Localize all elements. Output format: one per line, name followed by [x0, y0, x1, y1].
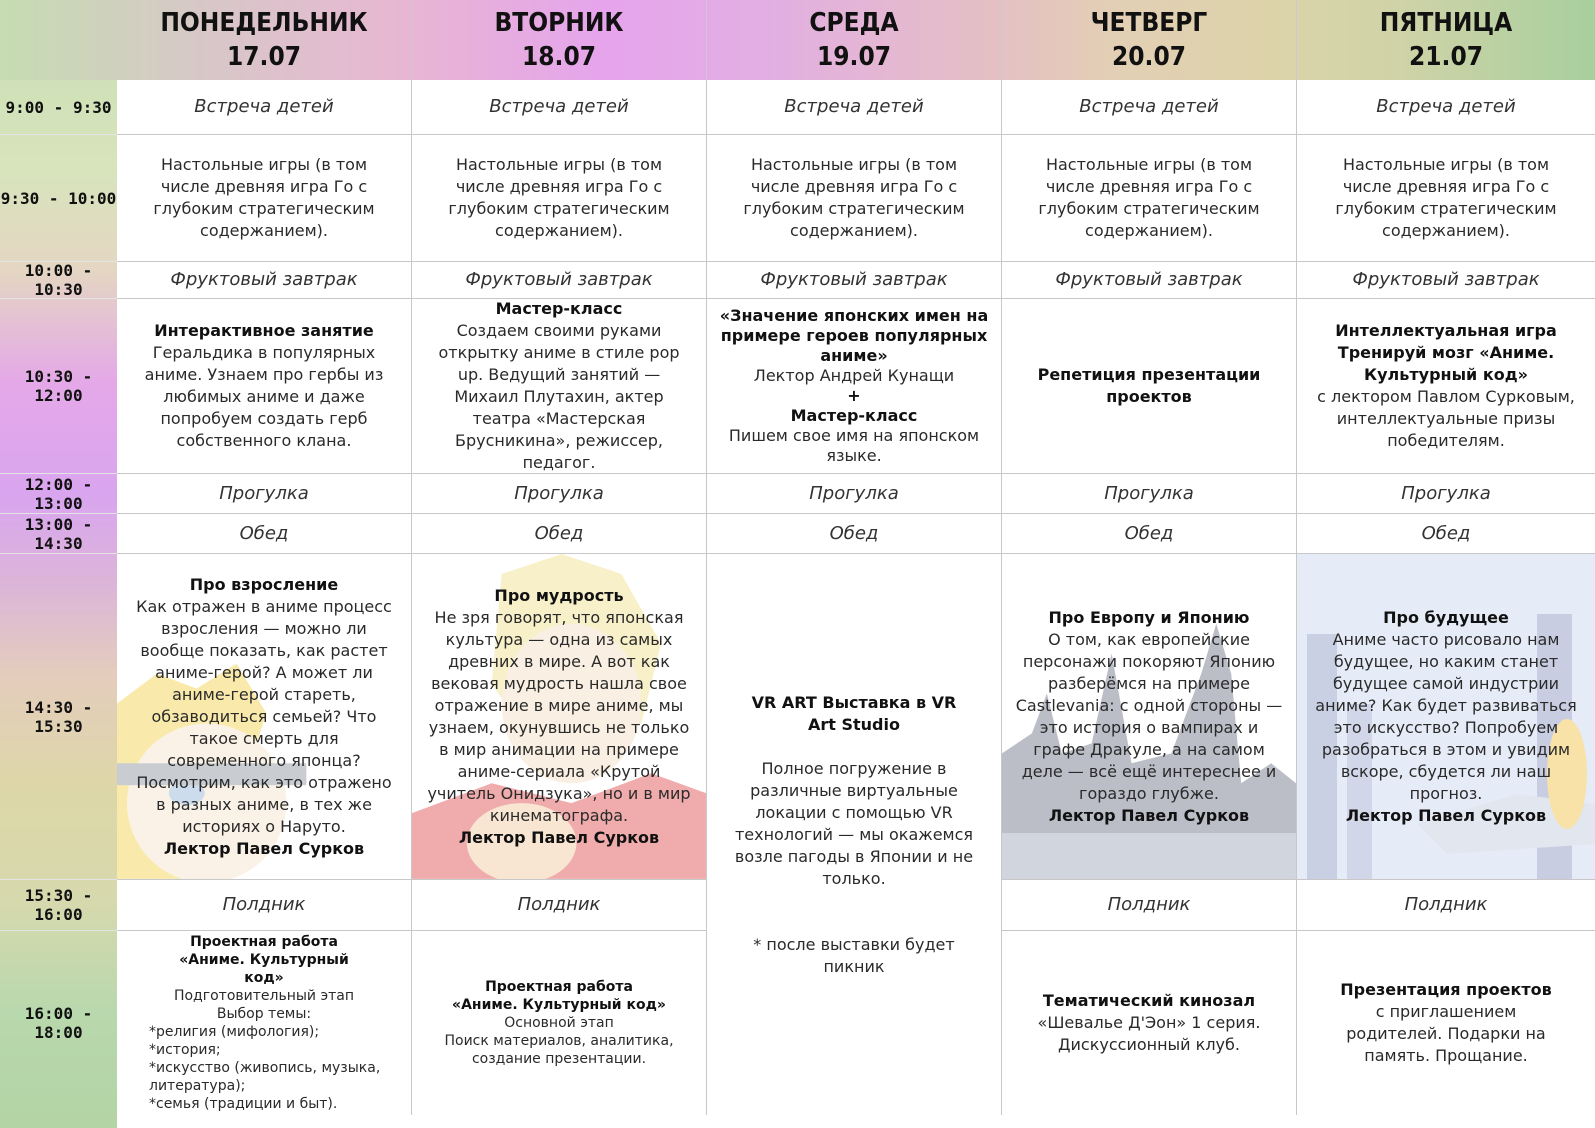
snack-fri: Полдник [1297, 880, 1595, 931]
games-mon: Настольные игры (в том числе древняя игра Го с глубоким стратегическим содержанием). [117, 135, 412, 262]
activity-title-2: Мастер-класс [790, 406, 918, 425]
activity-title: «Значение японских имен на примере героев популярных аниме» [719, 306, 989, 365]
walk-wed: Прогулка [707, 474, 1002, 514]
morning-thu [1002, 299, 1297, 474]
evening-mon [117, 931, 412, 1115]
corner [0, 0, 117, 80]
day-name: ПОНЕДЕЛЬНИК [160, 8, 368, 38]
evening-text: с приглашением родителей. Подарки на память. Прощание. [1346, 1002, 1546, 1065]
list-item: *семья (традиции и быт). [149, 1096, 338, 1112]
evening-stage: Подготовительный этап [173, 988, 355, 1004]
plus-sign: + [847, 386, 861, 405]
day-header-wed [707, 0, 1002, 80]
time-slot: 9:30 - 10:00 [0, 135, 117, 262]
lunch-fri: Обед [1297, 514, 1595, 554]
morning-tue [412, 299, 707, 474]
activity-title: Интеллектуальная игра Тренируй мозг «Аниме. Культурный код» [1335, 321, 1557, 384]
meet-thu: Встреча детей [1002, 80, 1297, 135]
lecture-text: О том, как европейские персонажи покоряют Японию разберёмся на примере Castlevania: с одной стороны — это история о вампирах и графе Дракуле, а на самом деле — всё ещё интереснее и гораздо глубже. [1015, 629, 1283, 803]
time-slot: 16:00 - 18:00 [24, 1004, 93, 1042]
evening-tue [412, 931, 707, 1115]
lecturer: Лектор Андрей Кунащи [753, 366, 955, 385]
time-slot: 15:30 - 16:00 [0, 880, 117, 931]
afternoon-thu [1002, 554, 1297, 880]
lecture-text: Аниме часто рисовало нам будущее, но каким станет будущее самой индустрии аниме? Как будет развиваться это искусство? Попробуем разобраться в этом и увидим вскоре, сбудется ли наш прогноз. [1315, 629, 1577, 803]
day-name: ЧЕТВЕРГ [1090, 8, 1208, 38]
time-slot: 9:00 - 9:30 [0, 80, 117, 135]
lunch-wed: Обед [707, 514, 1002, 554]
evening-title: Проектная работа «Аниме. Культурный код» [179, 934, 349, 986]
afternoon-tue [412, 554, 707, 880]
day-date: 18.07 [522, 42, 596, 72]
activity-text: Геральдика в популярных аниме. Узнаем про гербы из любимых аниме и даже попробуем создать герб собственного клана. [144, 343, 384, 450]
evening-text: «Шевалье Д'Эон» 1 серия. Дискуссионный клуб. [1037, 1013, 1261, 1054]
evening-stage: Основной этап [504, 1015, 614, 1031]
evening-title: Проектная работа «Аниме. Культурный код» [452, 979, 666, 1013]
breakfast-fri: Фруктовый завтрак [1297, 262, 1595, 299]
activity-title: Мастер-класс [495, 299, 623, 318]
lecture-text: Не зря говорят, что японская культура — одна из самых древних в мире. А вот как вековая мудрость нашла свое отражение в мире аниме, мы узнаем, окунувшись не только в мир анимации на примере аниме-сериала «Крутой учитель Онидзука», но и в мир кинематографа. [427, 607, 691, 825]
day-date: 17.07 [227, 42, 301, 72]
lecture-title: Про будущее [1383, 607, 1509, 627]
lecture-title: Про Европу и Японию [1048, 607, 1250, 627]
evening-title: Тематический кинозал [1042, 991, 1256, 1010]
lecture-text: Как отражен в аниме процесс взросления — можно ли вообще показать, как растет аниме-герой? А может ли аниме-герой стареть, обзаводиться семьей? Что такое смерть для современного японца? Посмотрим, как это отражено в разных аниме, в тех же историях о Наруто. [136, 596, 392, 836]
day-name: СРЕДА [809, 8, 899, 38]
afternoon-fri [1297, 554, 1595, 880]
evening-fri [1297, 931, 1595, 1115]
lunch-mon: Обед [117, 514, 412, 554]
lecturer: Лектор Павел Сурков [458, 827, 660, 847]
snack-thu: Полдник [1002, 880, 1297, 931]
walk-fri: Прогулка [1297, 474, 1595, 514]
evening-title: Презентация проектов [1340, 980, 1552, 999]
list-item: *история; [149, 1042, 221, 1058]
time-slot: 10:30 - 12:00 [0, 299, 117, 474]
walk-thu: Прогулка [1002, 474, 1297, 514]
time-slot: 14:30 - 15:30 [0, 554, 117, 880]
snack-tue: Полдник [412, 880, 707, 931]
activity-title: Репетиция презентации проектов [1037, 365, 1261, 406]
day-header-fri [1297, 0, 1595, 80]
activity-text: Создаем своими руками открытку аниме в стиле pop up. Ведущий занятий — Михаил Плутахин, актер театра «Мастерская Брусникина», режиссер, педагог. [438, 321, 680, 472]
afternoon-mon [117, 554, 412, 880]
games-tue: Настольные игры (в том числе древняя игра Го с глубоким стратегическим содержанием). [412, 135, 707, 262]
topic-list [131, 1023, 397, 1113]
activity-title: Интерактивное занятие [154, 321, 374, 340]
breakfast-mon: Фруктовый завтрак [117, 262, 412, 299]
time-slot: 10:00 - 10:30 [0, 262, 117, 299]
lecturer: Лектор Павел Сурков [1048, 805, 1250, 825]
meet-fri: Встреча детей [1297, 80, 1595, 135]
meet-mon: Встреча детей [117, 80, 412, 135]
snack-mon: Полдник [117, 880, 412, 931]
day-header-mon [117, 0, 412, 80]
day-header-tue [412, 0, 707, 80]
lecture-title: VR ART Выставка в VR Art Studio [751, 692, 957, 734]
day-name: ПЯТНИЦА [1379, 8, 1513, 38]
lunch-tue: Обед [412, 514, 707, 554]
morning-mon [117, 299, 412, 474]
time-slot: 12:00 - 13:00 [0, 474, 117, 514]
afternoon-wed [707, 554, 1002, 1115]
day-name: ВТОРНИК [494, 8, 624, 38]
lecturer: Лектор Павел Сурков [163, 838, 365, 858]
day-date: 21.07 [1409, 42, 1483, 72]
day-date: 20.07 [1112, 42, 1186, 72]
lecturer: Лектор Павел Сурков [1345, 805, 1547, 825]
lecture-text: Полное погружение в различные виртуальные локации с помощью VR технологий — мы окажемся возле пагоды в Японии и не только. [734, 758, 974, 888]
lecture-title: Про взросление [189, 574, 339, 594]
meet-tue: Встреча детей [412, 80, 707, 135]
morning-fri [1297, 299, 1595, 474]
breakfast-wed: Фруктовый завтрак [707, 262, 1002, 299]
activity-text-2: Пишем свое имя на японском языке. [728, 426, 980, 465]
walk-mon: Прогулка [117, 474, 412, 514]
footnote: * после выставки будет пикник [753, 934, 955, 976]
list-item: *искусство (живопись, музыка, литература); [149, 1060, 381, 1094]
breakfast-thu: Фруктовый завтрак [1002, 262, 1297, 299]
lecture-title: Про мудрость [494, 585, 624, 605]
day-header-thu [1002, 0, 1297, 80]
games-thu: Настольные игры (в том числе древняя игра Го с глубоким стратегическим содержанием). [1002, 135, 1297, 262]
time-slot: 13:00 - 14:30 [0, 514, 117, 554]
games-wed: Настольные игры (в том числе древняя игра Го с глубоким стратегическим содержанием). [707, 135, 1002, 262]
evening-sub: Выбор темы: [216, 1006, 312, 1022]
morning-wed [707, 299, 1002, 474]
list-item: *религия (мифология); [149, 1024, 320, 1040]
walk-tue: Прогулка [412, 474, 707, 514]
lunch-thu: Обед [1002, 514, 1297, 554]
day-date: 19.07 [817, 42, 891, 72]
evening-thu [1002, 931, 1297, 1115]
games-fri: Настольные игры (в том числе древняя игра Го с глубоким стратегическим содержанием). [1297, 135, 1595, 262]
evening-text: Поиск материалов, аналитика, создание презентации. [444, 1033, 674, 1067]
activity-text: с лектором Павлом Сурковым, интеллектуальные призы победителям. [1317, 387, 1575, 450]
breakfast-tue: Фруктовый завтрак [412, 262, 707, 299]
meet-wed: Встреча детей [707, 80, 1002, 135]
